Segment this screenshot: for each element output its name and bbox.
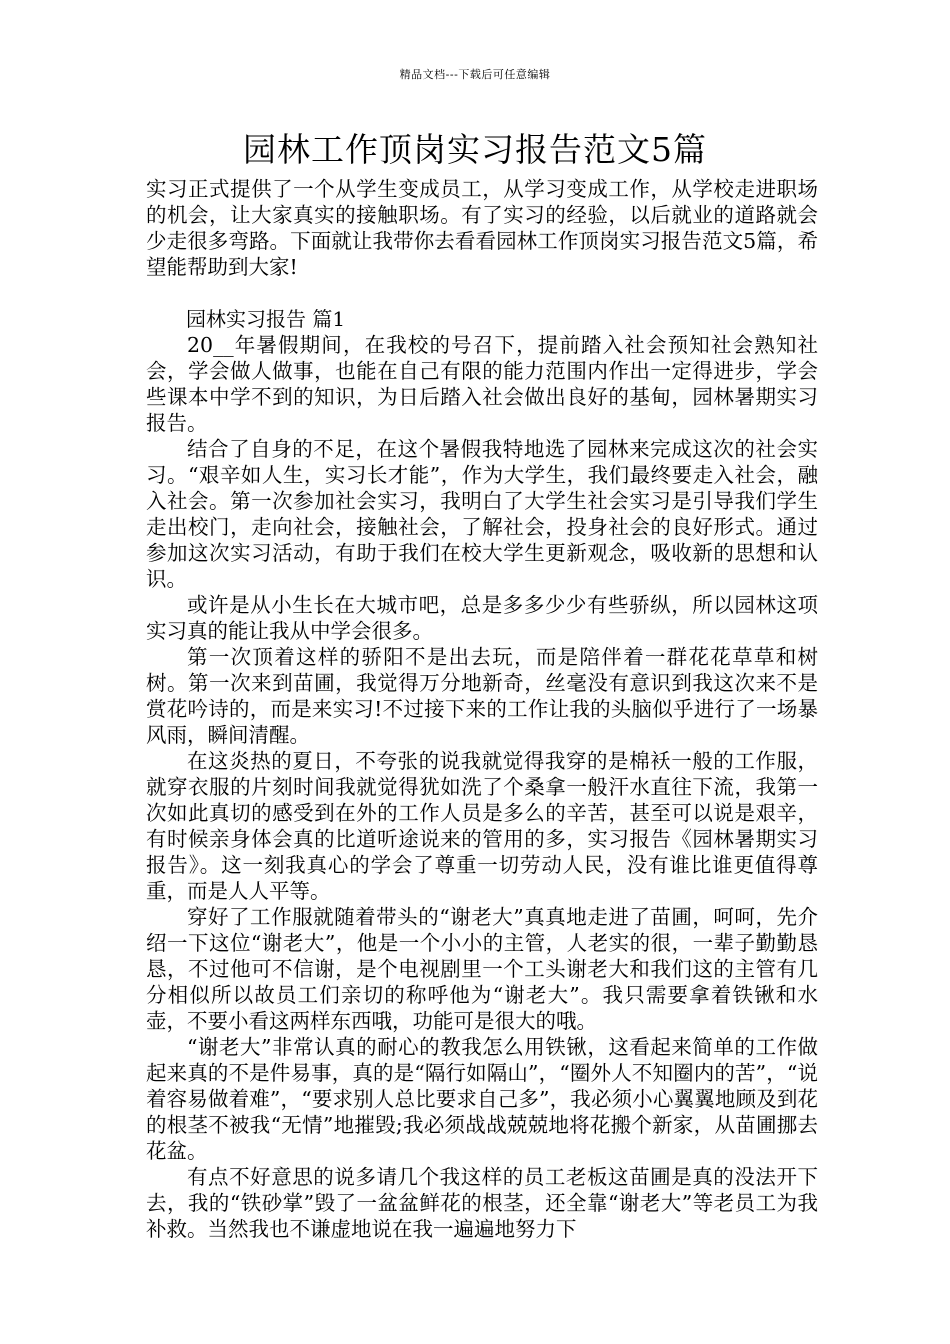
body-paragraph-3: 或许是从小生长在大城市吧，总是多多少少有些骄纵，所以园林这项实习真的能让我从中学会很多。 <box>146 593 818 643</box>
body-paragraph-6: 穿好了工作服就随着带头的“谢老大”真真地走进了苗圃，呵呵，先介绍一下这位“谢老大”，他是一个小小的主管，人老实的很，一辈子勤勤恳恳，不过他可不信谢，是个电视剧里一个工头谢老大和我们这的主管有几分相似所以故员工们亲切的称呼他为“谢老大”。我只需要拿着铁锹和水壶，不要小看这两样东西哦，功能可是很大的哦。 <box>146 905 818 1033</box>
body-paragraph-2: 结合了自身的不足，在这个暑假我特地选了园林来完成这次的社会实习。“艰辛如人生，实习长才能”，作为大学生，我们最终要走入社会，融入社会。第一次参加社会实习，我明白了大学生社会实习是引导我们学生走出校门，走向社会，接触社会，了解社会，投身社会的良好形式。通过参加这次实习活动，有助于我们在校大学生更新观念，吸收新的思想和认识。 <box>146 437 818 591</box>
body-paragraph-1: 20__年暑假期间，在我校的号召下，提前踏入社会预知社会熟知社会，学会做人做事，也能在自己有限的能力范围内作出一定得进步，学会些课本中学不到的知识，为日后踏入社会做出良好的基甸，园林暑期实习报告。 <box>146 333 818 435</box>
body-paragraph-4: 第一次顶着这样的骄阳不是出去玩，而是陪伴着一群花花草草和树树。第一次来到苗圃，我觉得万分地新奇，丝毫没有意识到我这次来不是赏花吟诗的，而是来实习!不过接下来的工作让我的头脑似乎进行了一场暴风雨，瞬间清醒。 <box>146 645 818 747</box>
body-paragraph-8: 有点不好意思的说多请几个我这样的员工老板这苗圃是真的没法开下去，我的“铁砂掌”毁了一盆盆鲜花的根茎，还全靠“谢老大”等老员工为我补救。当然我也不谦虚地说在我一遍遍地努力下 <box>146 1165 818 1241</box>
body-paragraph-7: “谢老大”非常认真的耐心的教我怎么用铁锹，这看起来简单的工作做起来真的不是件易事，真的是“隔行如隔山”，“圈外人不知圈内的苦”，“说着容易做着难”，“要求别人总比要求自己多”，我必须小心翼翼地顾及到花的根茎不被我“无情”地摧毁;我必须战战兢兢地将花搬个新家，从苗圃挪去花盆。 <box>146 1035 818 1163</box>
document-title: 园林工作顶岗实习报告范文5篇 <box>243 130 707 169</box>
body-paragraph-5: 在这炎热的夏日，不夸张的说我就觉得我穿的是棉袄一般的工作服，就穿衣服的片刻时间我就觉得犹如洗了个桑拿一般汗水直往下流，我第一次如此真切的感受到在外的工作人员是多么的辛苦，甚至可以说是艰辛，有时候亲身体会真的比道听途说来的管用的多，实习报告《园林暑期实习报告》。这一刻我真心的学会了尊重一切劳动人民，没有谁比谁更值得尊重，而是人人平等。 <box>146 749 818 903</box>
header-note: 精品文档---下载后可任意编辑 <box>399 68 551 81</box>
section-heading: 园林实习报告 篇1 <box>186 307 346 331</box>
intro-paragraph: 实习正式提供了一个从学生变成员工，从学习变成工作，从学校走进职场的机会，让大家真实的接触职场。有了实习的经验，以后就业的道路就会少走很多弯路。下面就让我带你去看看园林工作顶岗实习报告范文5篇，希望能帮助到大家! <box>146 177 818 279</box>
document-body <box>146 176 818 1242</box>
